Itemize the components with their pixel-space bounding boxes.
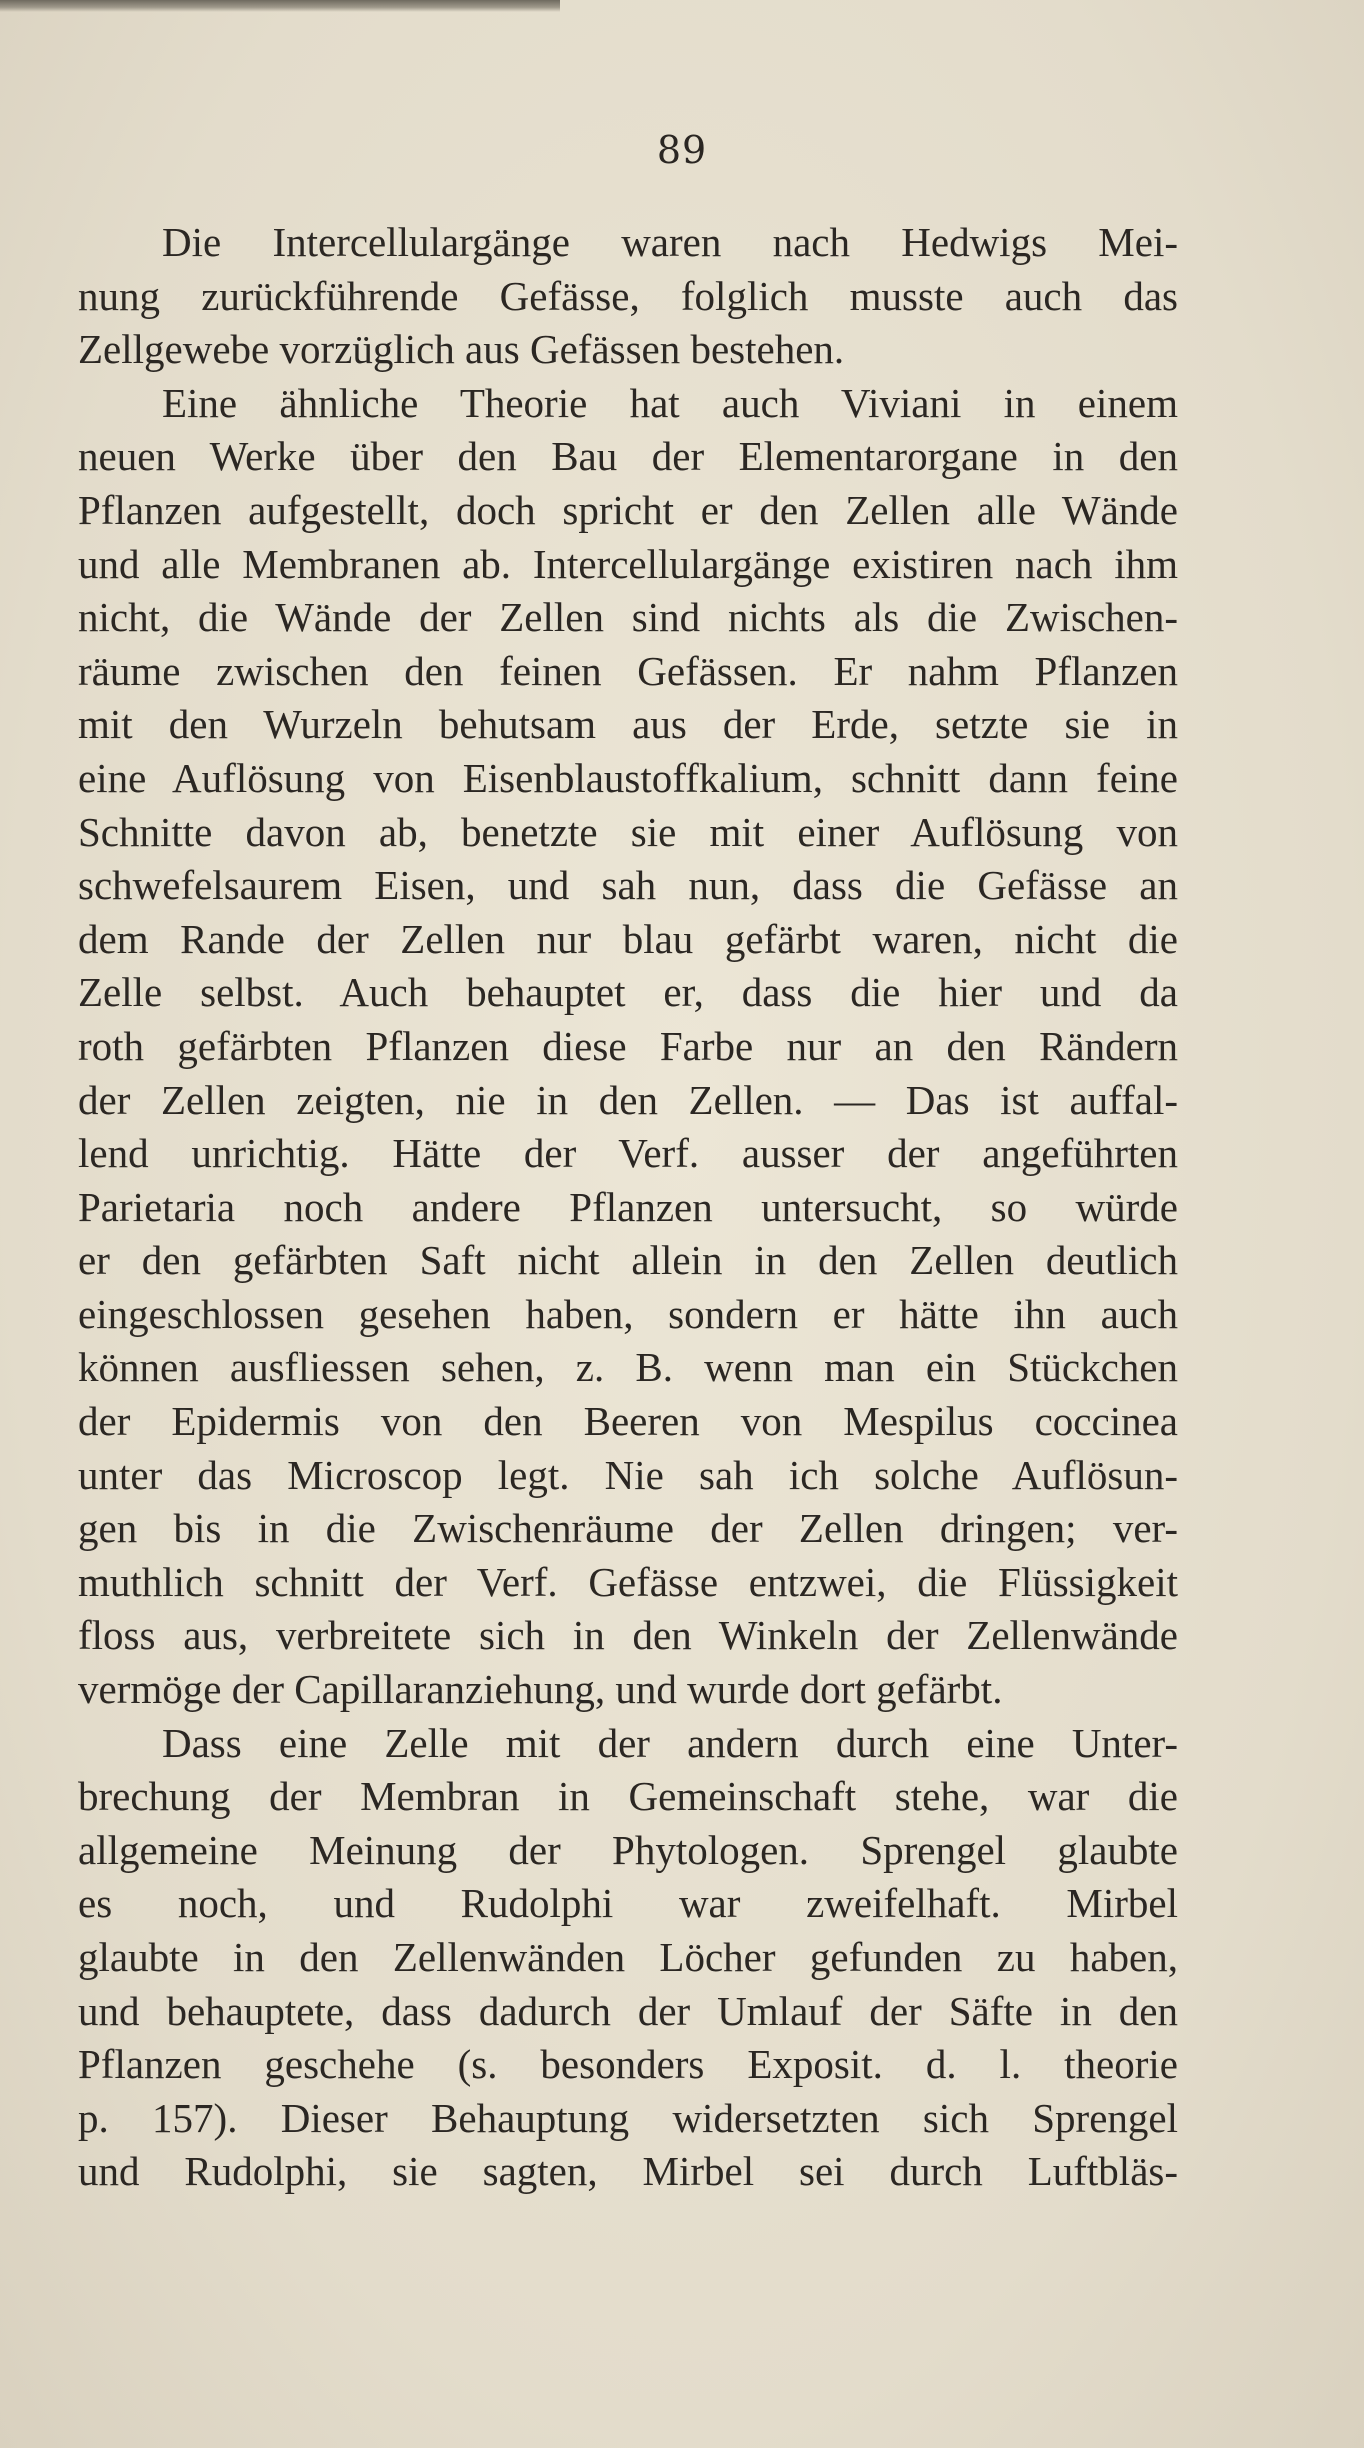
text-line: p. 157). Dieser Behauptung widersetzten sich Sprengel <box>78 2094 1178 2141</box>
text-line: Die Intercellulargänge waren nach Hedwigs Mei- <box>162 219 1178 265</box>
text-line: gen bis in die Zwischenräume der Zellen dringen; ver- <box>78 1505 1178 1552</box>
text-line: muthlich schnitt der Verf. Gefässe entzwei, die Flüssigkeit <box>78 1558 1178 1605</box>
text-line: roth gefärbten Pflanzen diese Farbe nur an den Rändern <box>78 1022 1178 1069</box>
text-line: Dass eine Zelle mit der andern durch eine Unter- <box>162 1719 1178 1766</box>
text-line: und Rudolphi, sie sagten, Mirbel sei durch Luftbläs- <box>78 2148 1178 2195</box>
text-line: der Zellen zeigten, nie in den Zellen. — Das ist auffal- <box>78 1076 1178 1123</box>
text-line: es noch, und Rudolphi war zweifelhaft. Mirbel <box>78 1880 1178 1927</box>
text-line: Zelle selbst. Auch behauptet er, dass die hier und da <box>78 969 1178 1016</box>
text-line: Pflanzen geschehe (s. besonders Exposit. d. l. theorie <box>78 2041 1178 2088</box>
text-line: können ausfliessen sehen, z. B. wenn man ein Stückchen <box>78 1344 1178 1391</box>
text-line: er den gefärbten Saft nicht allein in den Zellen deutlich <box>78 1237 1178 1284</box>
text-line: allgemeine Meinung der Phytologen. Sprengel glaubte <box>78 1826 1178 1873</box>
text-line: räume zwischen den feinen Gefässen. Er nahm Pflanzen <box>78 647 1178 694</box>
text-line: nung zurückführende Gefässe, folglich musste auch das <box>78 272 1178 319</box>
text-line: und alle Membranen ab. Intercellulargänge existiren nach ihm <box>78 540 1178 587</box>
text-line: eine Auflösung von Eisenblaustoffkalium, schnitt dann feine <box>78 754 1178 801</box>
text-line: glaubte in den Zellenwänden Löcher gefunden zu haben, <box>78 1934 1178 1980</box>
text-line: Zellgewebe vorzüglich aus Gefässen bestehen. <box>78 326 845 373</box>
text-line: mit den Wurzeln behutsam aus der Erde, setzte sie in <box>78 701 1178 748</box>
text-line: dem Rande der Zellen nur blau gefärbt waren, nicht die <box>78 915 1178 962</box>
text-line: lend unrichtig. Hätte der Verf. ausser der angeführten <box>78 1130 1178 1177</box>
text-line: vermöge der Capillaranziehung, und wurde dort gefärbt. <box>78 1666 1003 1713</box>
text-line: brechung der Membran in Gemeinschaft stehe, war die <box>78 1773 1178 1820</box>
text-line: nicht, die Wände der Zellen sind nichts als die Zwischen- <box>78 594 1178 641</box>
text-line: Pflanzen aufgestellt, doch spricht er den Zellen alle Wände <box>78 486 1178 533</box>
text-line: neuen Werke über den Bau der Elementarorgane in den <box>78 433 1178 480</box>
text-line: Eine ähnliche Theorie hat auch Viviani in einem <box>162 379 1178 426</box>
text-line: eingeschlossen gesehen haben, sondern er hätte ihn auch <box>78 1290 1178 1337</box>
text-line: der Epidermis von den Beeren von Mespilus coccinea <box>78 1398 1178 1445</box>
text-line: unter das Microscop legt. Nie sah ich solche Auflösun- <box>78 1451 1178 1498</box>
body-text <box>78 216 1178 2199</box>
text-line: floss aus, verbreitete sich in den Winkeln der Zellenwände <box>78 1612 1178 1659</box>
text-line: und behauptete, dass dadurch der Umlauf der Säfte in den <box>78 1987 1178 2034</box>
page-top-edge-shadow <box>0 0 560 12</box>
text-line: Parietaria noch andere Pflanzen untersucht, so würde <box>78 1183 1178 1230</box>
text-line: schwefelsaurem Eisen, und sah nun, dass die Gefässe an <box>78 862 1178 909</box>
text-line: Schnitte davon ab, benetzte sie mit einer Auflösung von <box>78 808 1178 855</box>
page-number: 89 <box>656 128 708 172</box>
